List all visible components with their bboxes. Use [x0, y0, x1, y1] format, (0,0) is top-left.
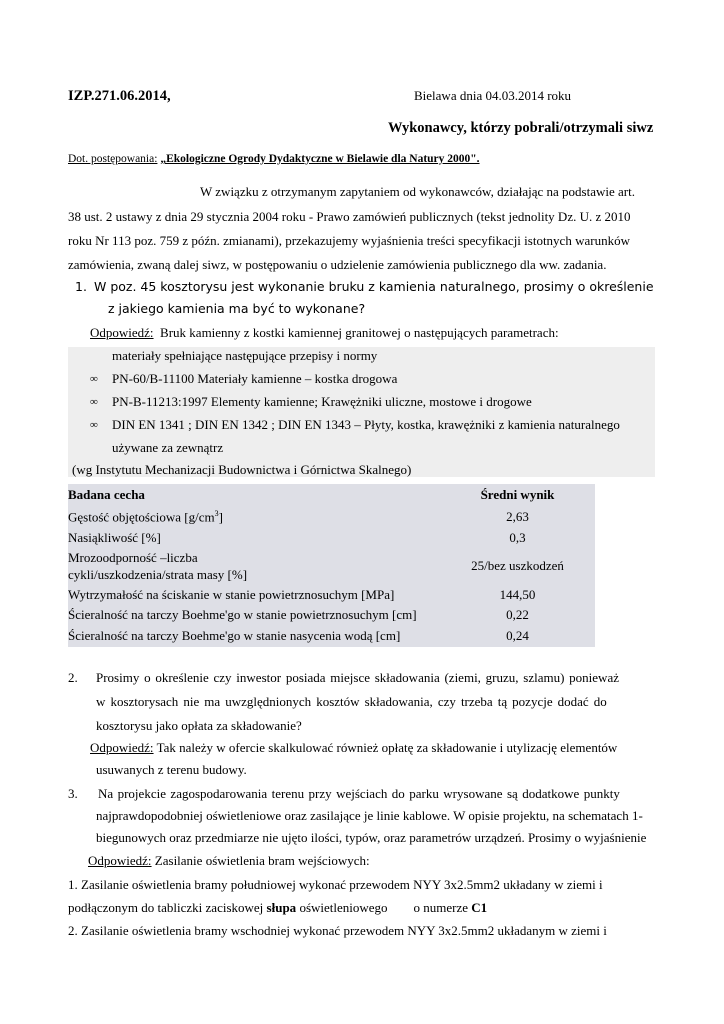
intro-line-1: W związku z otrzymanym zapytaniem od wykonawców, działając na podstawie art. [200, 184, 635, 199]
norms-list-intro: materiały spełniające następujące przepisy i normy [112, 348, 378, 363]
subject-prefix: Dot. postępowania: [68, 153, 158, 165]
table-header-feature: Badana cecha [68, 487, 145, 502]
q2-answer-text: Tak należy w ofercie skalkulować również opłatę za składowanie i utylizację elementów [156, 740, 618, 755]
table-row-label: Ścieralność na tarczy Boehme'go w stanie nasycenia wodą [cm] [68, 628, 401, 643]
table-header-result: Średni wynik [480, 487, 555, 502]
table-row-value: 0,24 [506, 628, 529, 643]
q3-line-3: biegunowych oraz przedmiarze nie ujęto ilości, typów, oraz parametrów urządzeń. Prosimy o wyjaśnienie [96, 830, 647, 845]
table-row-label-continued: cykli/uszkodzenia/strata masy [%] [68, 567, 248, 582]
table-row-label: Mrozoodporność –liczba [68, 550, 198, 565]
table-row-value: 25/bez uszkodzeń [471, 558, 564, 573]
q1-answer [90, 325, 559, 341]
q3-line-1: Na projekcie zagospodarowania terenu przy wejściach do parku wrysowane są dodatkowe punkty [98, 786, 620, 801]
intro-line-2: 38 ust. 2 ustawy z dnia 29 stycznia 2004 roku - Prawo zamówień publicznych (tekst jednolity Dz. U. z 2010 [68, 209, 631, 224]
addressee: Wykonawcy, którzy pobrali/otrzymali siwz [388, 120, 654, 136]
subject-title: „Ekologiczne Ogrody Dydaktyczne w Bielawie dla Natury 2000". [160, 153, 480, 165]
intro-line-3: roku Nr 113 poz. 759 z późn. zmianami), przekazujemy wyjaśnienia treści specyfikacji istotnych warunków [68, 233, 630, 248]
bullet-icon: ∞ [90, 419, 98, 431]
q3-point-2-line-1: 2. Zasilanie oświetlenia bramy wschodniej wykonać przewodem NYY 3x2.5mm2 układanym w ziemi i [68, 923, 607, 938]
q1-number: 1. [75, 279, 87, 294]
q3-number: 3. [68, 786, 78, 801]
q3-answer-label: Odpowiedź: [88, 853, 152, 868]
norm-item-2: PN-B-11213:1997 Elementy kamienne; Krawężniki uliczne, mostowe i drogowe [112, 394, 532, 409]
table-row-label: Wytrzymałość na ściskanie w stanie powietrznosuchym [MPa] [68, 587, 395, 602]
subject-line [68, 153, 480, 165]
table-row-label: Nasiąkliwość [%] [68, 530, 161, 545]
q3-answer [88, 853, 370, 869]
q2-line-2: w kosztorysach nie ma uwzględnionych kosztów składowania, czy trzeba tą pozycje dodać do [96, 694, 607, 709]
q3-point-1-line-1: 1. Zasilanie oświetlenia bramy południowej wykonać przewodem NYY 3x2.5mm2 układany w ziemi i [68, 877, 603, 892]
table-row-value: 144,50 [499, 587, 536, 602]
q2-answer [90, 740, 617, 756]
q2-answer-line-2: usuwanych z terenu budowy. [96, 762, 247, 777]
norms-list-background [68, 347, 655, 477]
table-row-value: 0,22 [506, 607, 529, 622]
q1-line-1: W poz. 45 kosztorysu jest wykonanie bruku z kamienia naturalnego, prosimy o określenie [94, 279, 654, 294]
table-row-value: 0,3 [509, 530, 526, 545]
place-and-date: Bielawa dnia 04.03.2014 roku [414, 88, 572, 103]
q2-line-3: kosztorysu jako opłata za składowanie? [96, 718, 302, 733]
q2-answer-label: Odpowiedź: [90, 740, 154, 755]
q3-line-2: najprawdopodobniej oświetleniowe oraz zasilające je linie kablowe. W opisie projektu, na schematach 1- [96, 808, 643, 823]
bullet-icon: ∞ [90, 396, 98, 408]
norm-item-1: PN-60/B-11100 Materiały kamienne – kostka drogowa [112, 371, 398, 386]
document-reference: IZP.271.06.2014, [68, 88, 171, 104]
q1-answer-text: Bruk kamienny z kostki kamiennej granitowej o następujących parametrach: [160, 325, 559, 340]
source-note: (wg Instytutu Mechanizacji Budownictwa i Górnictwa Skalnego) [72, 462, 412, 477]
q2-line-1: Prosimy o określenie czy inwestor posiada miejsce składowania (ziemi, gruzu, szlamu) ponieważ [96, 670, 619, 685]
q3-point-1-line-2: podłączonym do tabliczki zaciskowej słupa oświetleniowego o numerze C1 [68, 900, 488, 915]
intro-line-4: zamówienia, zwaną dalej siwz, w postępowaniu o udzielenie zamówienia publicznego dla ww. zadania. [68, 257, 607, 272]
table-row-label: Gęstość objętościowa $[g/cm^3]$ [68, 509, 223, 525]
q2-number: 2. [68, 670, 78, 685]
table-row-label: Ścieralność na tarczy Boehme'go w stanie powietrznosuchym [cm] [68, 607, 417, 622]
norm-item-3-continued: używane za zewnątrz [112, 440, 224, 455]
bullet-icon: ∞ [90, 373, 98, 385]
q3-answer-text: Zasilanie oświetlenia bram wejściowych: [154, 853, 370, 868]
q1-line-2: z jakiego kamienia ma być to wykonane? [108, 301, 366, 316]
q1-answer-label: Odpowiedź: [90, 325, 154, 340]
table-row-value: 2,63 [506, 509, 529, 524]
norm-item-3: DIN EN 1341 ; DIN EN 1342 ; DIN EN 1343 – Płyty, kostka, krawężniki z kamienia naturalnego [112, 417, 620, 432]
